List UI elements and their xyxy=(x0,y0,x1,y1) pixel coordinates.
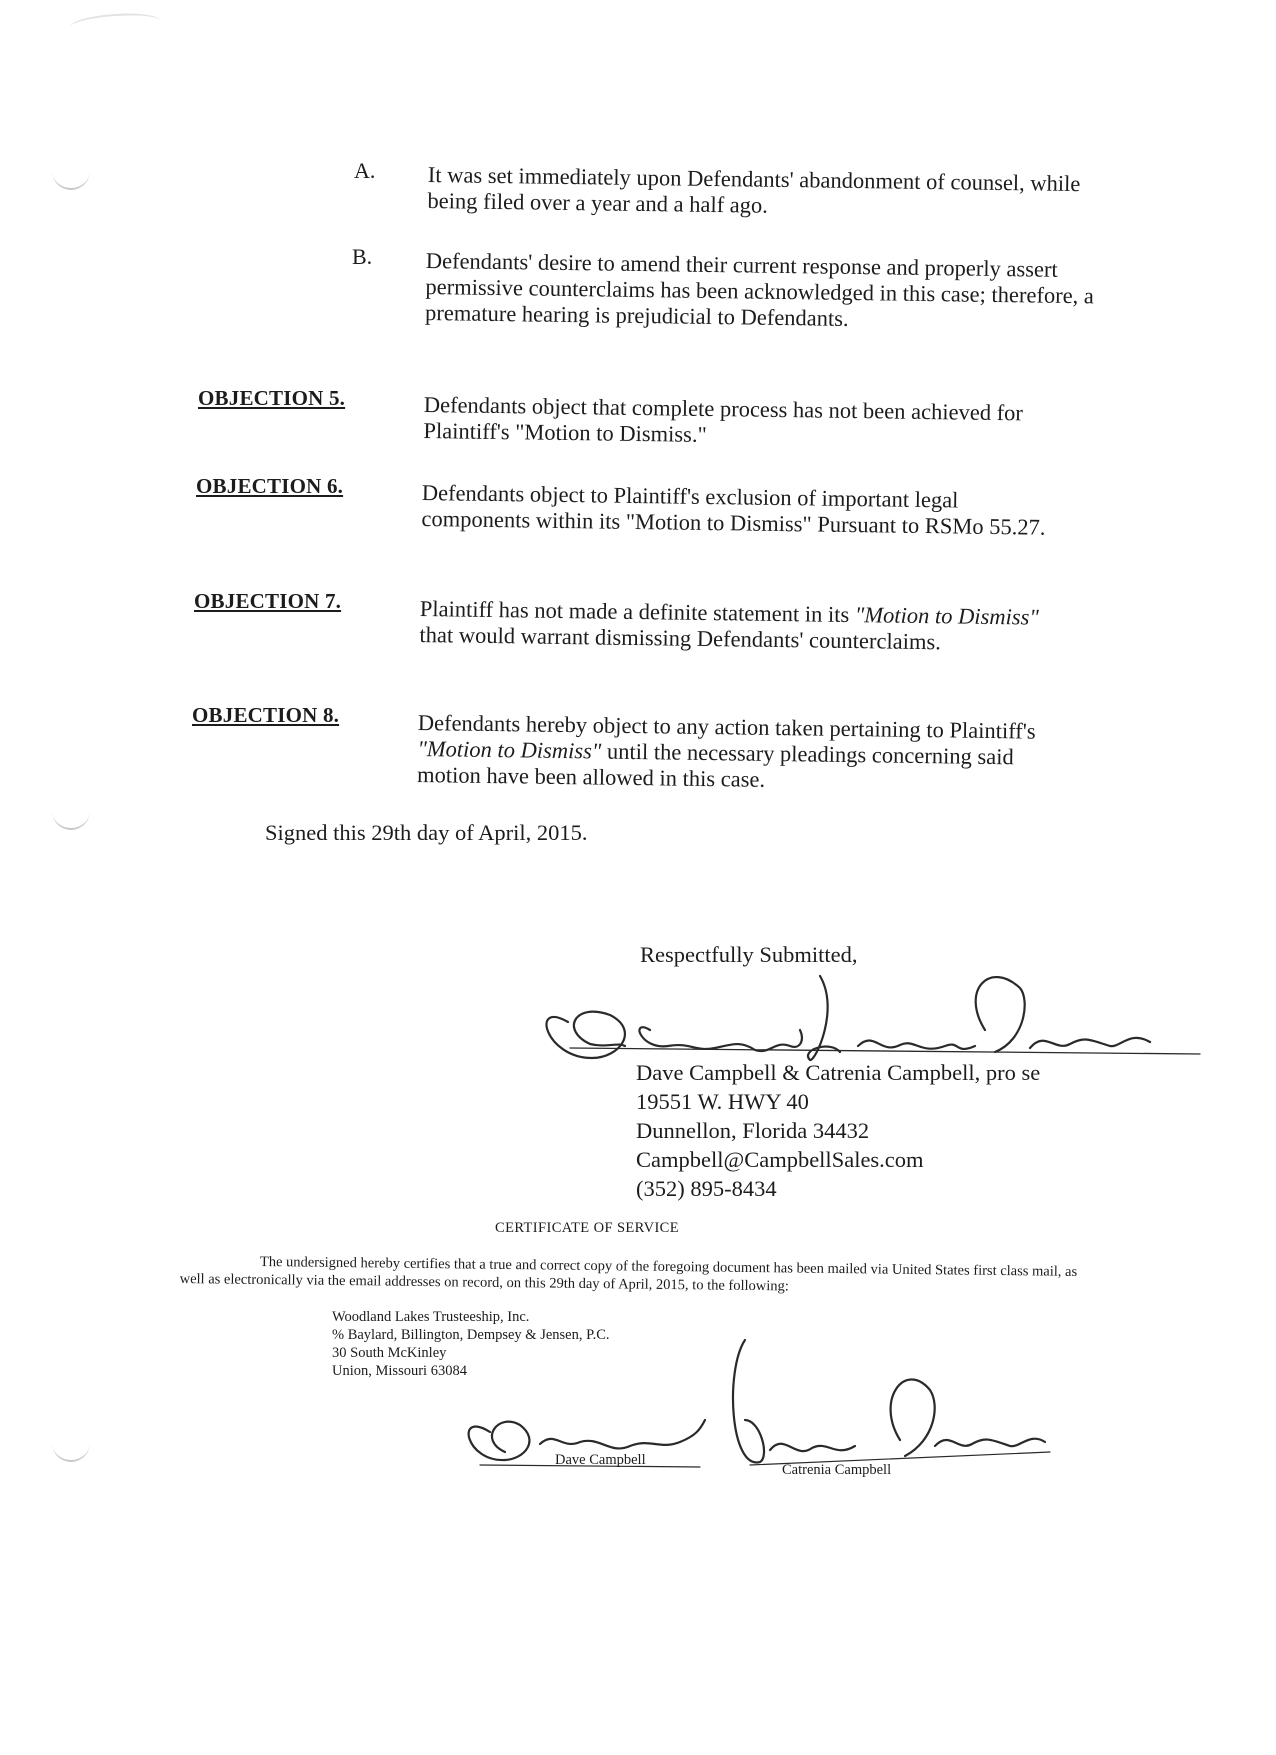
objection-8-label: OBJECTION 8. xyxy=(192,703,340,727)
signature-block xyxy=(636,1058,1040,1203)
signers-names: Dave Campbell & Catrenia Campbell, pro se xyxy=(636,1060,1041,1085)
recipient-line: Woodland Lakes Trusteeship, Inc. xyxy=(332,1309,530,1325)
motion-title-italic: "Motion to Dismiss" xyxy=(417,735,602,764)
objection-5-text: Defendants object that complete process has not been achieved for Plaintiff's "Motion to Dismiss." xyxy=(423,392,1024,447)
objection-7-text-part: Plaintiff has not made a definite statement in its xyxy=(419,596,856,628)
signature-line xyxy=(570,1048,1200,1054)
dave-signature-stroke xyxy=(546,1012,625,1058)
objection-8-text-part: Defendants hereby object to any action taken pertaining to Plaintiff's xyxy=(417,710,1036,744)
dave-signature-stroke xyxy=(640,1027,802,1051)
objection-6-label: OBJECTION 6. xyxy=(196,474,344,498)
catrenia-signature-stroke xyxy=(891,1380,935,1456)
signed-date-line: Signed this 29th day of April, 2015. xyxy=(265,820,588,845)
motion-title-italic: "Motion to Dismiss" xyxy=(854,602,1039,630)
catrenia-signature-stroke xyxy=(808,976,840,1060)
list-item-a-text: It was set immediately upon Defendants' abandonment of counsel, while being filed over a year and a half ago. xyxy=(427,162,1081,218)
certificate-body: The undersigned hereby certifies that a true and correct copy of the foregoing document has been mailed via United States first class mail, as well as electronically via the email addresses on record, on this 29th day of April, 2015, to the following: xyxy=(179,1253,1078,1295)
catrenia-signature-stroke xyxy=(1030,1038,1150,1048)
objection-6-text: Defendants object to Plaintiff's exclusion of important legal components within its "Motion to Dismiss" Pursuant to RSMo 55.27. xyxy=(421,480,1046,540)
catrenia-signature-stroke xyxy=(858,1040,975,1048)
dave-signature-stroke xyxy=(540,1420,705,1448)
address-line-1: 19551 W. HWY 40 xyxy=(636,1089,809,1114)
catrenia-signature-stroke xyxy=(733,1340,764,1462)
catrenia-signature-stroke xyxy=(935,1439,1045,1446)
objection-8-text-part: until the necessary pleadings concerning said motion have been allowed in this case. xyxy=(416,738,1014,792)
list-item-b-text: Defendants' desire to amend their current response and properly assert permissive counterclaims has been acknowledged in this case; therefore, a premature hearing is prejudicial to Defendants. xyxy=(424,248,1095,331)
catrenia-signature-stroke xyxy=(976,977,1025,1052)
recipient-line: % Baylard, Billington, Dempsey & Jensen, P.C. xyxy=(332,1327,610,1343)
catrenia-signature-stroke xyxy=(770,1444,855,1451)
recipient-line: 30 South McKinley xyxy=(332,1345,447,1361)
objection-7-label: OBJECTION 7. xyxy=(194,589,342,613)
signer-1-name: Dave Campbell xyxy=(555,1452,646,1468)
phone-number: (352) 895-8434 xyxy=(636,1176,777,1201)
closing-respectfully-submitted: Respectfully Submitted, xyxy=(640,942,858,967)
email-address: Campbell@CampbellSales.com xyxy=(636,1147,924,1172)
objection-7-text-part: that would warrant dismissing Defendants' counterclaims. xyxy=(419,621,942,655)
address-line-2: Dunnellon, Florida 34432 xyxy=(636,1118,870,1143)
recipient-address xyxy=(332,1308,610,1380)
objection-5-label: OBJECTION 5. xyxy=(198,386,346,410)
signer-2-name: Catrenia Campbell xyxy=(782,1462,892,1478)
list-marker-a: A. xyxy=(354,158,376,183)
certificate-title: CERTIFICATE OF SERVICE xyxy=(495,1220,680,1236)
dave-signature-stroke xyxy=(469,1422,530,1460)
list-marker-b: B. xyxy=(352,244,373,269)
recipient-line: Union, Missouri 63084 xyxy=(332,1363,467,1379)
